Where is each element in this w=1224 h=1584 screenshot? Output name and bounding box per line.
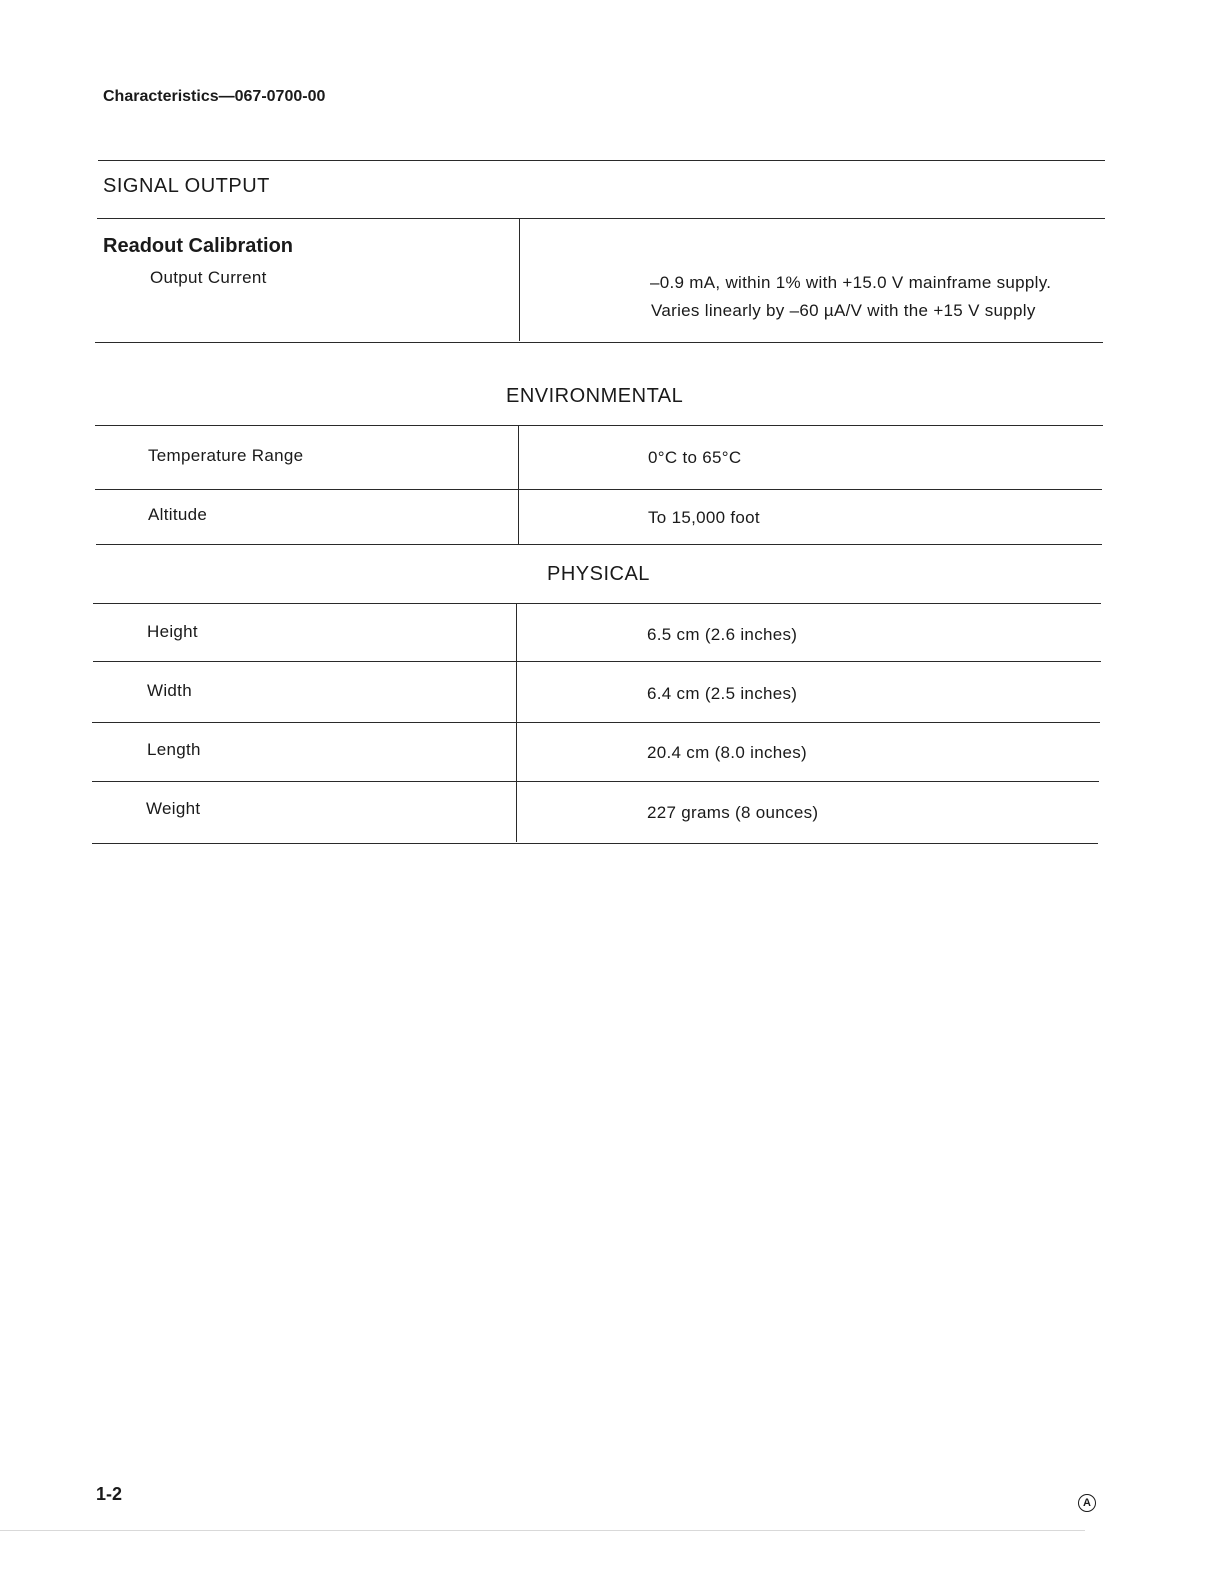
altitude-value: To 15,000 foot	[648, 508, 760, 527]
height-label: Height	[147, 622, 198, 641]
revision-mark-icon: A	[1078, 1494, 1096, 1512]
height-value: 6.5 cm (2.6 inches)	[647, 625, 798, 644]
table-rule	[95, 425, 1103, 426]
output-current-label: Output Current	[150, 268, 267, 287]
table-rule	[95, 489, 1102, 490]
table-rule	[96, 544, 1102, 545]
temperature-range-value: 0°C to 65°C	[648, 448, 742, 467]
table-rule	[92, 781, 1099, 782]
environmental-title: ENVIRONMENTAL	[506, 385, 684, 407]
output-current-value-line2: Varies linearly by –60 µA/V with the +15 V supply	[651, 301, 1036, 320]
length-value: 20.4 cm (8.0 inches)	[647, 743, 808, 762]
output-current-value-line1: –0.9 mA, within 1% with +15.0 V mainframe supply.	[650, 273, 1052, 292]
temperature-range-label: Temperature Range	[148, 446, 304, 465]
section-rule	[98, 160, 1105, 161]
physical-title: PHYSICAL	[547, 563, 650, 585]
width-value: 6.4 cm (2.5 inches)	[647, 684, 798, 703]
table-rule	[92, 843, 1098, 844]
weight-label: Weight	[146, 799, 201, 818]
column-divider	[519, 219, 520, 341]
altitude-label: Altitude	[148, 505, 208, 524]
page-bottom-edge	[0, 1530, 1085, 1531]
width-label: Width	[147, 681, 192, 700]
page-number: 1-2	[96, 1484, 123, 1504]
table-rule	[92, 722, 1100, 723]
table-rule	[93, 603, 1101, 604]
length-label: Length	[147, 740, 201, 759]
table-rule	[93, 661, 1101, 662]
readout-calibration-heading: Readout Calibration	[103, 235, 294, 257]
document-header: Characteristics—067-0700-00	[103, 88, 326, 105]
column-divider	[518, 426, 519, 544]
signal-output-title: SIGNAL OUTPUT	[103, 175, 270, 197]
weight-value: 227 grams (8 ounces)	[647, 803, 819, 822]
column-divider	[516, 604, 517, 842]
table-rule	[95, 342, 1103, 343]
table-rule	[97, 218, 1105, 219]
